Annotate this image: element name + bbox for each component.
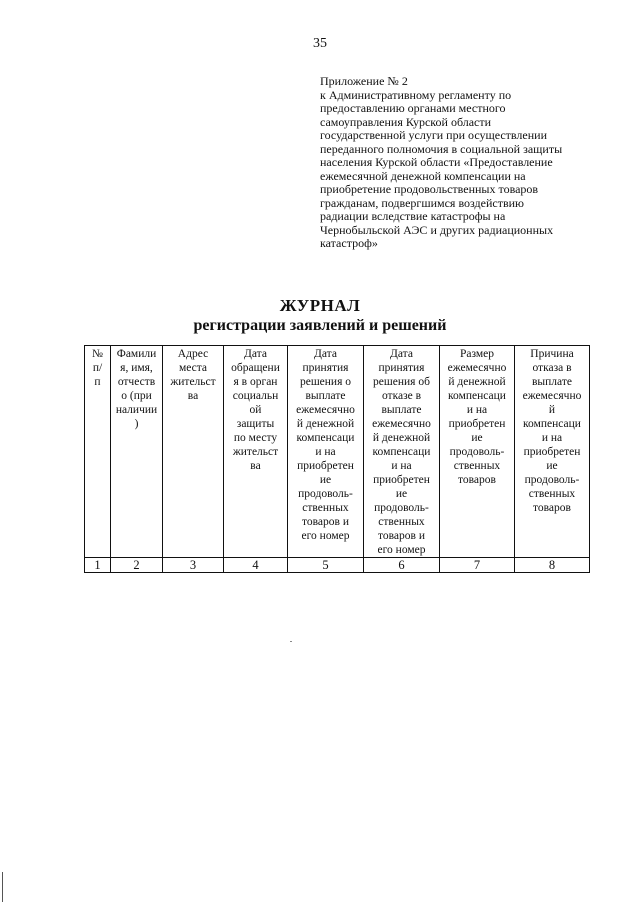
header-line: й [548,404,556,416]
header-line: приобретен [448,418,506,430]
header-line: ие [546,460,558,472]
header-line: я, имя, [120,362,153,374]
appendix-line: Чернобыльской АЭС и других радиационных [320,222,554,237]
appendix-line: государственной услуги при осуществлении [320,128,548,142]
column-number: 4 [224,558,288,573]
appendix-line: радиации вследствие катастрофы на [320,209,506,223]
header-line: принятия [378,362,425,374]
header-line: продоволь- [298,488,353,500]
header-line: товаров [458,474,496,486]
column-number: 8 [515,558,590,573]
journal-title: ЖУРНАЛ [279,296,361,315]
header-line: его номер [301,530,350,542]
appendix-line: самоуправления Курской области [320,114,492,129]
header-line: защиты [236,418,275,430]
header-line: выплате [305,390,346,402]
header-line: приобретен [523,446,581,458]
appendix-line: приобретение продовольственных товаров [320,182,539,196]
header-line: принятия [302,362,349,374]
header-line: Дата [314,348,337,360]
header-line: решения об [373,376,430,388]
journal-subtitle: регистрации заявлений и решений [193,317,447,334]
scan-margin-mark [2,872,3,902]
appendix-line: предоставлению органами местного [320,101,506,115]
journal-title-block [0,296,640,336]
header-line: отказа в [532,362,572,374]
header-address [163,346,224,558]
header-line: Причина [530,348,574,360]
header-line: продоволь- [374,502,429,514]
header-line: № [92,348,103,360]
header-line: товаров [533,502,571,514]
header-line: продоволь- [524,474,580,486]
header-line: приобретен [297,460,354,472]
header-line: по месту [233,432,278,444]
header-line: Фамили [116,348,157,360]
header-refusal-reason [515,346,590,558]
header-line: продоволь- [449,446,505,458]
header-line: ие [319,474,332,486]
header-line: товаров и [378,530,425,542]
header-line: й денежной [372,432,431,444]
appendix-line: катастроф» [320,236,378,250]
column-number: 2 [111,558,163,573]
header-line: социальн [232,390,279,402]
header-line: ие [395,488,408,500]
header-line: и на [315,446,336,458]
appendix-line: переданного полномочия в социальной защиты [320,141,563,156]
appendix-line: Приложение № 2 [320,74,408,88]
header-line: о (при [121,390,152,402]
header-line: Дата [244,348,267,360]
header-line: наличии [115,404,158,416]
header-number [85,346,111,558]
header-line: Дата [390,348,413,360]
header-line: отчеств [117,376,156,388]
header-line: выплате [532,376,572,388]
appendix-note [320,75,570,251]
header-line: Адрес [177,348,209,360]
header-line: ственных [453,460,501,472]
header-line: ежемесячно [296,404,355,416]
appendix-line: гражданам, подвергшимся воздействию [320,195,525,210]
header-line: места [178,362,208,374]
header-line: п/ [92,362,103,374]
appendix-line: к Административному регламенту по [320,87,512,102]
header-line: ственных [378,516,425,528]
header-application-date [224,346,288,558]
header-line: ие [471,432,483,444]
header-line: я в орган [233,376,278,388]
header-line: ой [249,404,262,416]
header-line: компенсаци [448,390,506,402]
appendix-line: ежемесячной денежной компенсации на [320,168,526,183]
column-number: 7 [440,558,515,573]
registration-journal-table [84,345,590,573]
header-line: Размер [459,348,494,360]
header-line: и на [391,460,412,472]
header-compensation-amount [440,346,515,558]
appendix-line: населения Курской области «Предоставление [320,155,553,169]
header-line: ственных [302,502,349,514]
table-header-row [85,346,590,558]
header-line: обращени [231,362,280,374]
header-line: й денежной [448,376,506,388]
header-line: компенсаци [523,418,581,430]
header-line: выплате [381,404,422,416]
header-line: ежемесячно [522,390,582,402]
header-line: и на [541,432,563,444]
header-line: компенсаци [296,432,355,444]
header-line: жительст [232,446,279,458]
header-line: ва [250,460,261,472]
column-number: 6 [364,558,440,573]
header-line: товаров и [302,516,349,528]
header-line: ва [187,390,199,402]
header-refusal-decision-date [364,346,440,558]
column-number: 3 [163,558,224,573]
header-line: ежемесячно [447,362,507,374]
header-line: ственных [528,488,576,500]
header-line: й денежной [296,418,355,430]
header-line: приобретен [373,474,430,486]
scan-speck [290,641,292,642]
header-line: п [94,376,101,388]
header-approval-decision-date [288,346,364,558]
column-number: 1 [85,558,111,573]
page-number: 35 [313,36,327,51]
header-line: решения о [299,376,352,388]
column-number-row [85,558,590,573]
header-line: жительст [170,376,216,388]
header-line: ежемесячно [372,418,431,430]
header-line: отказе в [381,390,422,402]
header-full-name [111,346,163,558]
header-line: его номер [377,544,426,556]
column-number: 5 [288,558,364,573]
header-line: ) [134,418,139,430]
header-line: и на [466,404,488,416]
header-line: компенсаци [372,446,431,458]
